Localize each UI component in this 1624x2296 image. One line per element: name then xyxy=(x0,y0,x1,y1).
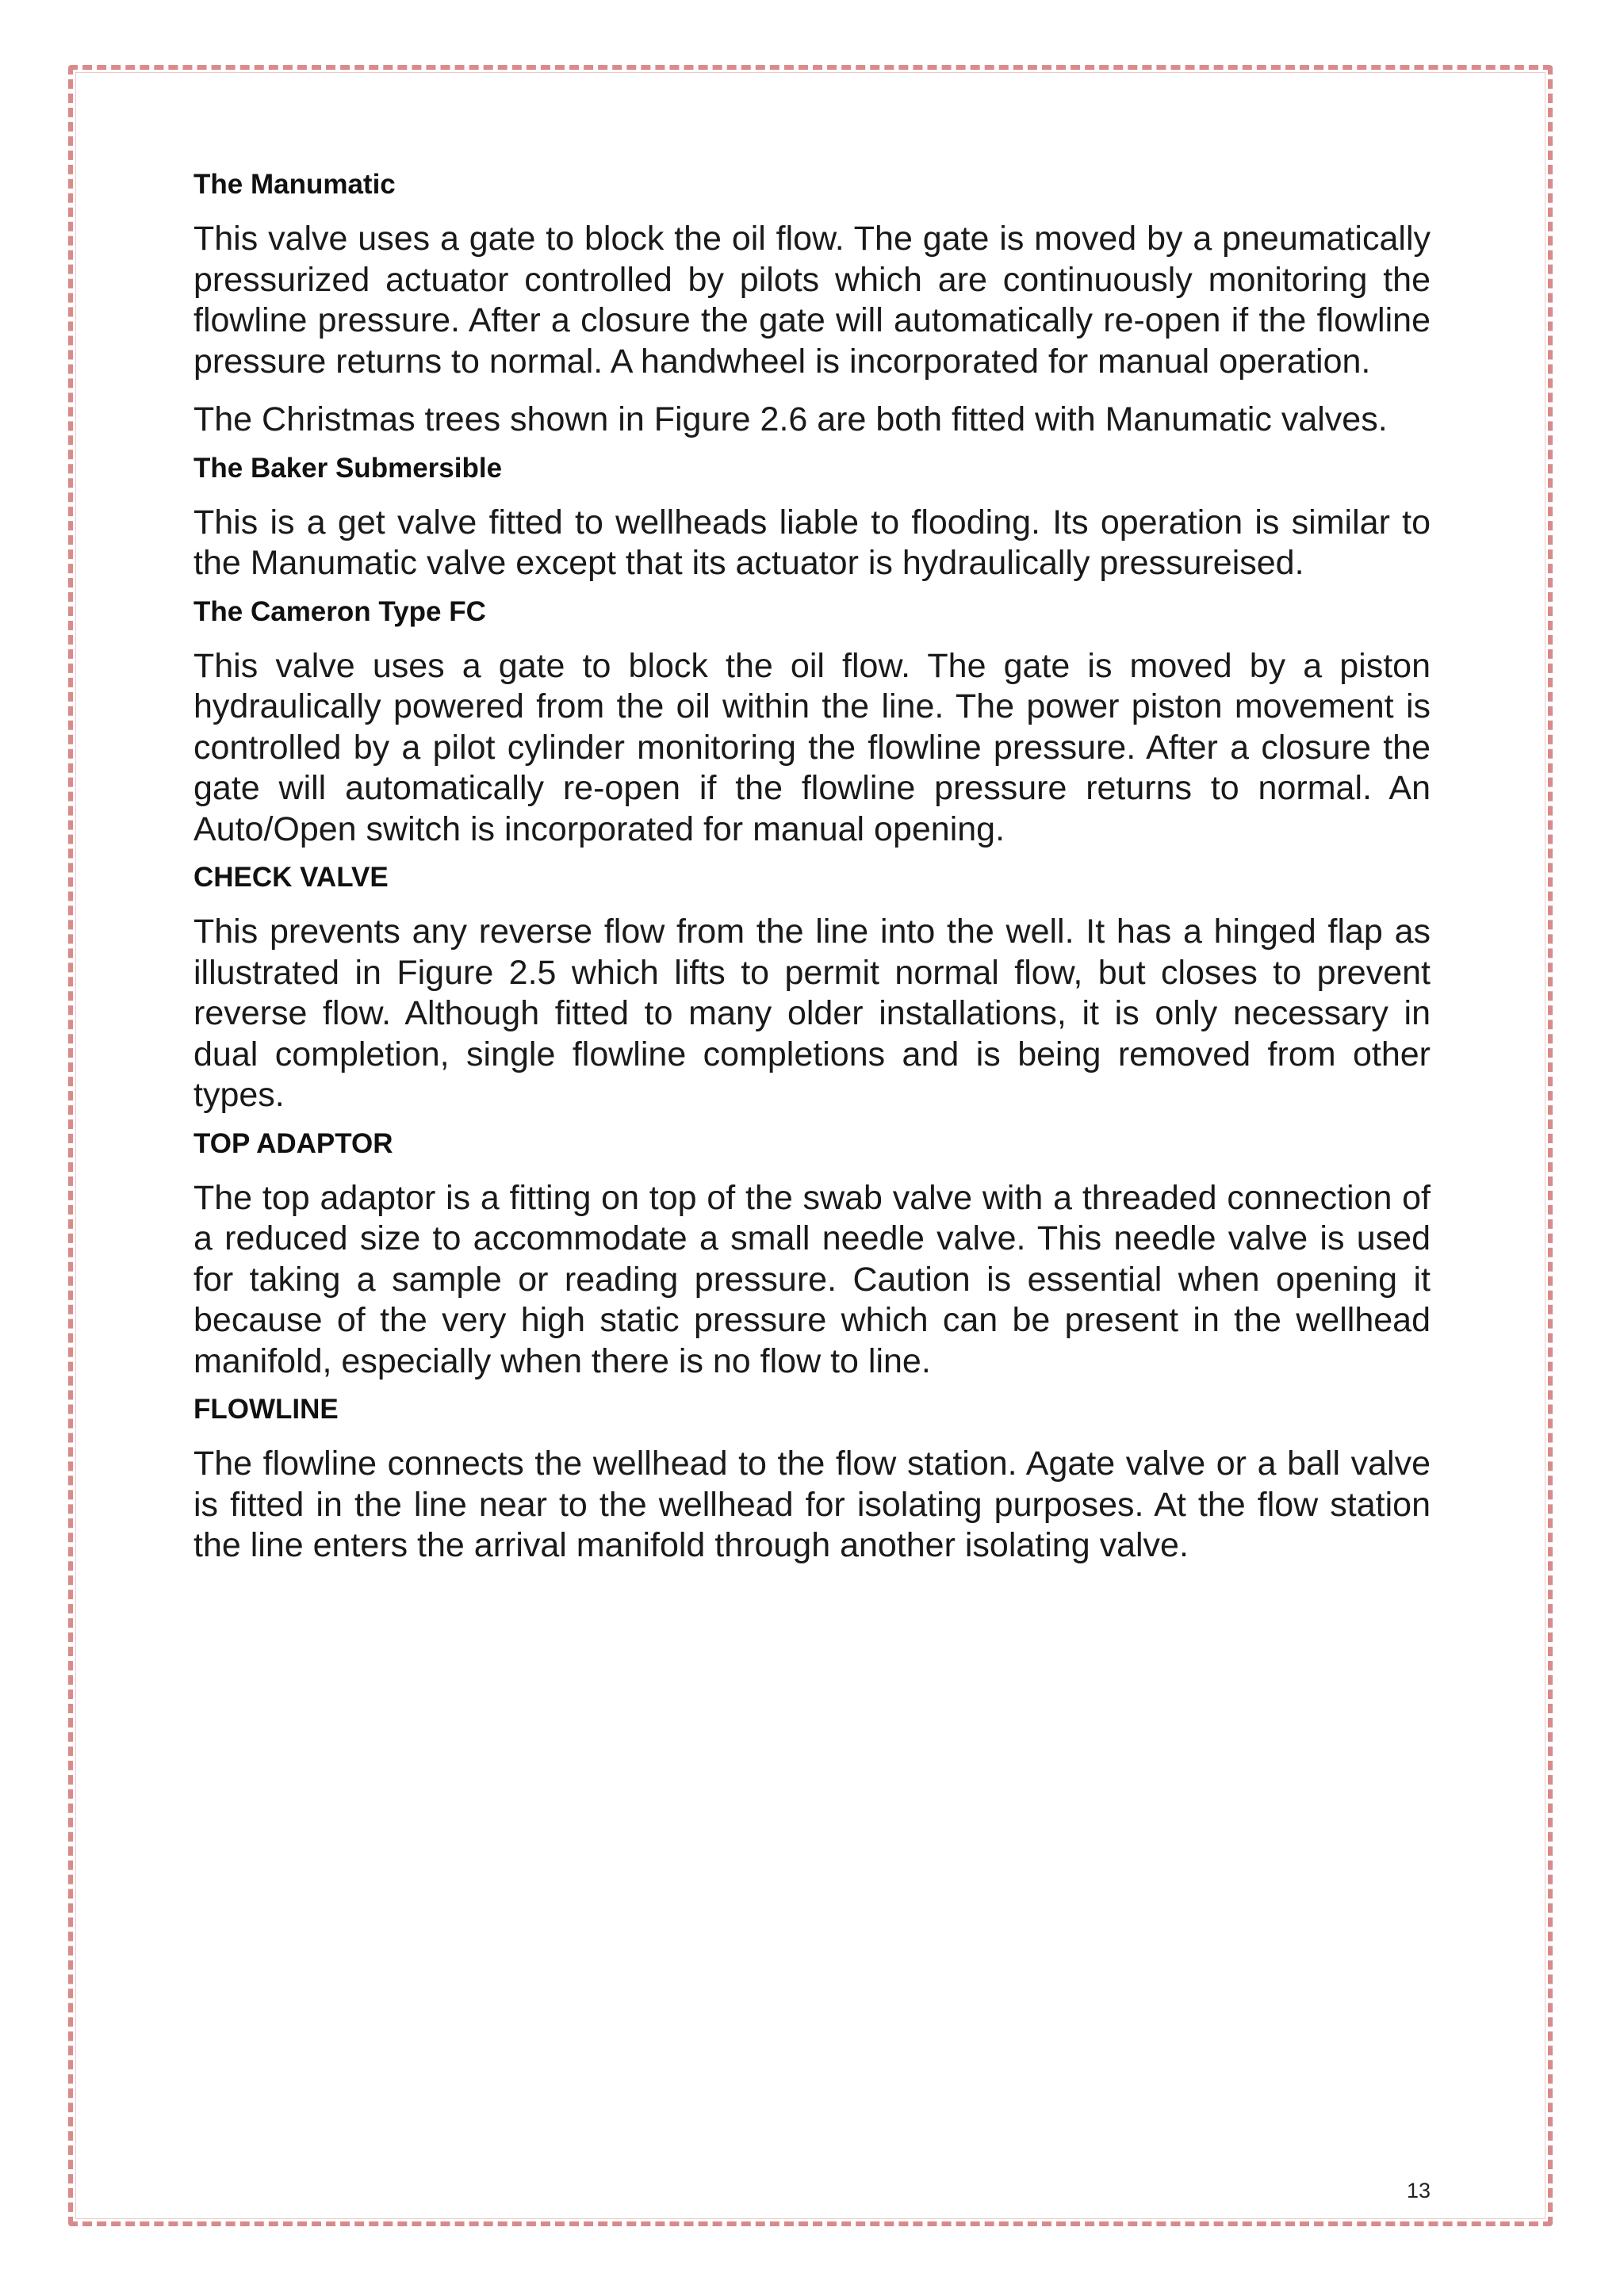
section-heading-flowline: FLOWLINE xyxy=(193,1394,339,1425)
document-body xyxy=(193,168,1431,1578)
section-heading-check-valve: CHECK VALVE xyxy=(193,862,389,893)
paragraph-flowline: The flowline connects the wellhead to the flow station. Agate valve or a ball valve is fitted in the line near to the wellhead for isolating purposes. At the flow station the line enters the arrival manifold through another isolating valve. xyxy=(193,1445,1431,1564)
paragraph-check-valve: This prevents any reverse flow from the line into the well. It has a hinged flap as illustrated in Figure 2.5 which lifts to permit normal flow, but closes to prevent reverse flow. Although fitted to many older installations, it is only necessary in dual completion, single flowline completions and is being removed from other types. xyxy=(193,913,1431,1114)
paragraph-baker-submersible: This is a get valve fitted to wellheads liable to flooding. Its operation is similar to the Manumatic valve except that its actuator is hydraulically pressureised. xyxy=(193,503,1431,582)
section-heading-cameron-type-fc: The Cameron Type FC xyxy=(193,595,486,627)
paragraph-manumatic-2: The Christmas trees shown in Figure 2.6 are both fitted with Manumatic valves. xyxy=(193,400,1388,438)
paragraph-manumatic-1: This valve uses a gate to block the oil flow. The gate is moved by a pneumatically pressurized actuator controlled by pilots which are continuously monitoring the flowline pressure. After a closure the gate will automatically re-open if the flowline pressure returns to normal. A handwheel is incorporated for manual operation. xyxy=(193,220,1431,381)
section-heading-top-adaptor: TOP ADAPTOR xyxy=(193,1127,393,1159)
section-heading-manumatic: The Manumatic xyxy=(193,169,396,200)
page-number: 13 xyxy=(1406,2179,1431,2202)
paragraph-cameron-type-fc: This valve uses a gate to block the oil flow. The gate is moved by a piston hydraulically powered from the oil within the line. The power piston movement is controlled by a pilot cylinder monitoring the flowline pressure. After a closure the gate will automatically re-open if the flowline pressure returns to normal. An Auto/Open switch is incorporated for manual opening. xyxy=(193,646,1431,848)
paragraph-top-adaptor: The top adaptor is a fitting on top of the swab valve with a threaded connection of a reduced size to accommodate a small needle valve. This needle valve is used for taking a sample or reading pressure. Caution is essential when opening it because of the very high static pressure which can be present in the wellhead manifold, especially when there is no flow to line. xyxy=(193,1178,1431,1380)
section-heading-baker-submersible: The Baker Submersible xyxy=(193,452,503,484)
